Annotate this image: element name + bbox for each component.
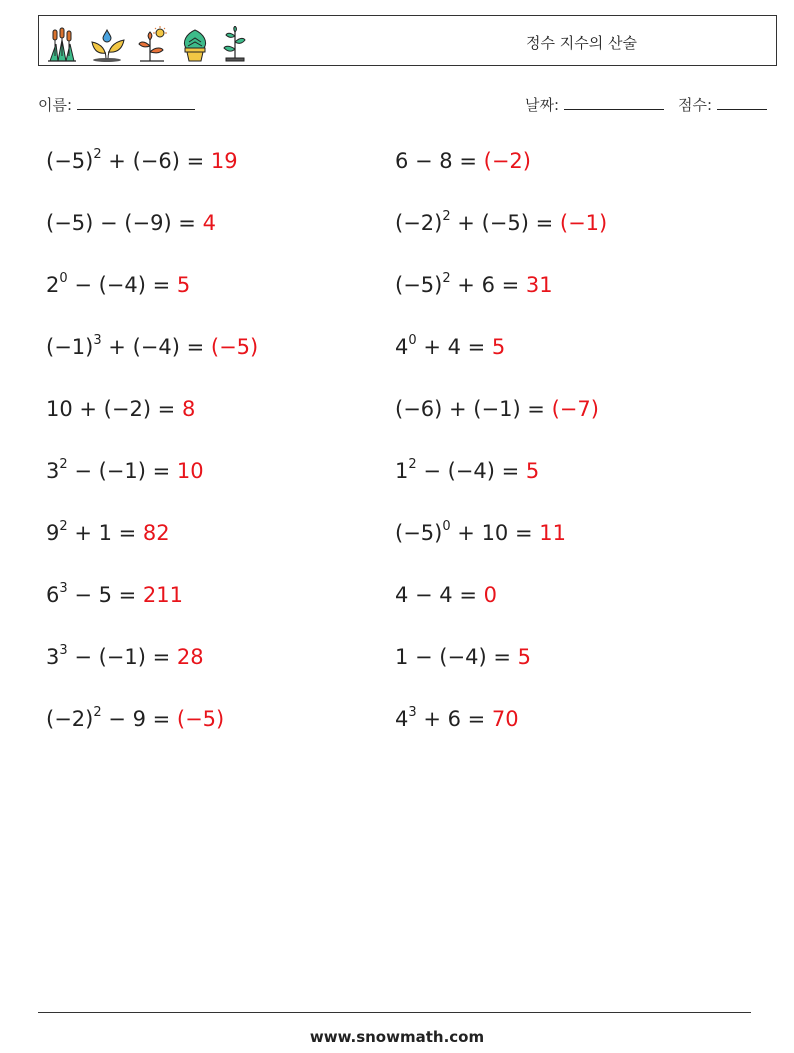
problem-item [395,521,566,545]
problem-item [46,397,195,421]
problem-rest: + (−5) = [450,211,560,235]
problem-base: (−5) − (−9) = [46,211,203,235]
problem-answer: 10 [176,459,204,483]
problem-item [46,645,204,669]
date-label: 날짜: [525,96,560,114]
date-input-line[interactable] [564,95,664,110]
potted-plant-icon [180,26,210,62]
problem-rest: + 10 = [450,521,540,545]
footer-website: www.snowmath.com [309,1028,485,1046]
problem-item [395,273,553,297]
worksheet-header [38,15,777,66]
problem-base: 4 − 4 = [395,583,484,607]
problem-base: 6 [46,583,60,607]
problem-exponent: 3 [59,581,68,596]
header-icons [46,20,250,62]
sun-flower-plant-icon [136,26,170,62]
problem-item [46,521,170,545]
problem-exponent: 3 [93,333,102,348]
problem-exponent: 2 [59,519,68,534]
worksheet-title: 정수 지수의 산술 [526,34,637,52]
problem-answer: 211 [142,583,184,607]
problem-item [46,335,258,359]
problem-exponent: 2 [408,457,417,472]
problem-answer: 4 [202,211,216,235]
tall-sprout-icon [220,26,250,62]
problem-answer: (−5) [210,335,259,359]
problem-exponent: 2 [59,457,68,472]
problem-answer: (−7) [551,397,599,421]
problem-base: (−5) [395,273,443,297]
problem-rest: − 5 = [67,583,143,607]
score-field [678,94,767,115]
problem-exponent: 0 [442,519,451,534]
problem-answer: 31 [525,273,553,297]
problem-item [395,583,497,607]
problem-base: (−5) [395,521,443,545]
problem-item [46,211,216,235]
problem-answer: 5 [517,645,531,669]
problem-base: 1 [395,459,409,483]
problem-rest: + 1 = [67,521,143,545]
problem-answer: (−2) [483,149,531,173]
problem-item [395,645,531,669]
problem-rest: + (−4) = [101,335,211,359]
score-label: 점수: [678,96,713,114]
problem-base: 2 [46,273,60,297]
problem-answer: 82 [142,521,170,545]
problem-answer: 28 [176,645,204,669]
problem-exponent: 2 [442,209,451,224]
problem-answer: 5 [525,459,540,483]
problem-base: 4 [395,707,409,731]
problem-item [46,707,224,731]
problem-rest: − (−4) = [416,459,526,483]
score-input-line[interactable] [717,95,767,110]
problem-base: 4 [395,335,409,359]
problem-base: 6 − 8 = [395,149,484,173]
problem-base: 10 + (−2) = [46,397,182,421]
problem-item [46,149,238,173]
problem-exponent: 2 [442,271,451,286]
problem-base: 3 [46,645,60,669]
problem-answer: (−1) [559,211,608,235]
name-field [38,94,195,115]
problem-answer: 0 [483,583,497,607]
problem-answer: 5 [176,273,191,297]
problem-base: (−2) [395,211,443,235]
problem-base: (−6) + (−1) = [395,397,552,421]
problem-base: 9 [46,521,60,545]
problem-item [395,211,607,235]
problem-base: (−1) [46,335,94,359]
problem-item [395,397,599,421]
problem-rest: + (−6) = [101,149,211,173]
problem-exponent: 3 [408,705,417,720]
problem-answer: 11 [539,521,566,545]
problem-item [46,583,183,607]
name-label: 이름: [38,96,73,114]
problem-exponent: 2 [93,705,102,720]
problem-rest: − (−1) = [67,645,177,669]
problem-base: 1 − (−4) = [395,645,518,669]
problem-base: 3 [46,459,60,483]
watered-sprout-icon [88,26,126,62]
problem-item [395,149,531,173]
problem-exponent: 0 [408,333,417,348]
problem-answer: 70 [491,707,519,731]
problem-rest: + 6 = [450,273,526,297]
problem-exponent: 3 [59,643,68,658]
problem-answer: 8 [181,397,196,421]
cattail-plant-icon [46,26,78,62]
problem-rest: − (−4) = [67,273,177,297]
problem-item [46,459,204,483]
problem-answer: 5 [491,335,506,359]
problem-exponent: 0 [59,271,68,286]
problem-item [395,459,539,483]
date-field [525,94,664,115]
problem-base: (−2) [46,707,94,731]
problem-rest: − 9 = [101,707,177,731]
problem-answer: (−5) [176,707,225,731]
problem-item [46,273,190,297]
footer-divider [38,1012,751,1013]
name-input-line[interactable] [77,95,195,110]
problem-rest: − (−1) = [67,459,177,483]
problem-base: (−5) [46,149,94,173]
problem-item [395,707,519,731]
problem-answer: 19 [210,149,238,173]
problem-rest: + 6 = [416,707,492,731]
problem-exponent: 2 [93,147,102,162]
problem-rest: + 4 = [416,335,492,359]
problem-item [395,335,505,359]
